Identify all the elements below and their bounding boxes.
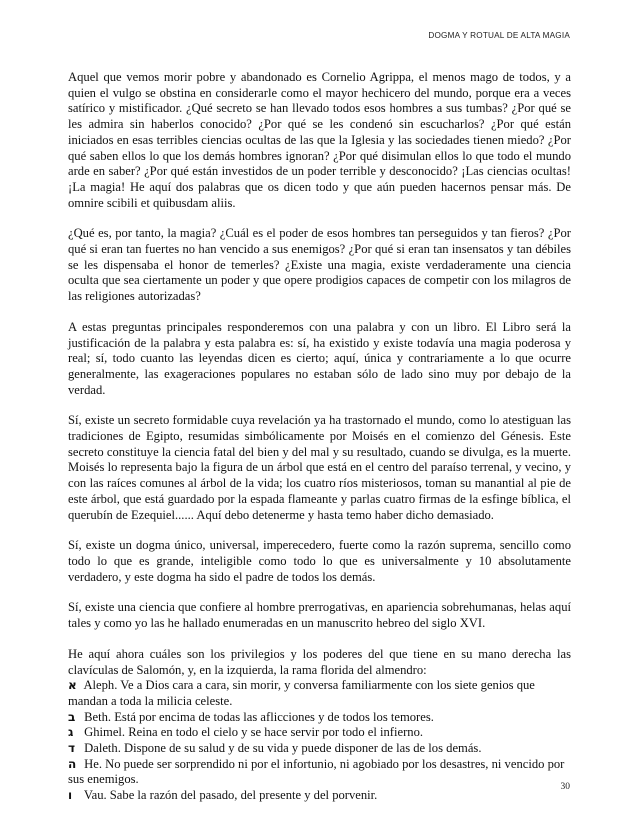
- paragraph: A estas preguntas principales responderemos con una palabra y con un libro. El Libro será la justificación de la palabra y esta palabra es: sí, ha existido y existe todavía una magia poderosa y real; sí, todo cuanto las leyendas dicen es cierto; aquí, única y contrariamente a lo que ocurre generalmente, las exageraciones populares no estaban sólo de lado sino muy por debajo de la verdad.: [68, 319, 571, 397]
- list-item-aleph: [68, 678, 571, 709]
- paragraph: ¿Qué es, por tanto, la magia? ¿Cuál es el poder de esos hombres tan perseguidos y tan fieros? ¿Por qué si eran tan fuertes no han vencido a sus enemigos? ¿Por qué si eran tan insensatos y tan débiles se les dispensaba el honor de temerles? ¿Existe una magia, existe verdaderamente una ciencia oculta que sea ciertamente un poder y que opere prodigios capaces de competir con los milagros de las religiones autorizadas?: [68, 226, 571, 304]
- list-item-daleth: [68, 741, 571, 757]
- hebrew-letter-beth: ב: [68, 709, 76, 724]
- list-item-beth: [68, 710, 571, 726]
- hebrew-letter-ghimel: ג: [68, 725, 74, 740]
- list-item-text: Aleph. Ve a Dios cara a cara, sin morir, y conversa familiarmente con los siete genios que mandan a toda la milicia celeste.: [68, 678, 535, 708]
- hebrew-letter-daleth: ד: [68, 741, 76, 756]
- list-item-vau: [68, 788, 571, 804]
- hebrew-letter-aleph: א: [68, 678, 77, 693]
- list-item-text: Daleth. Dispone de su salud y de su vida y puede disponer de las de los demás.: [81, 741, 482, 756]
- privileges-list: [68, 678, 571, 804]
- paragraph: Sí, existe un dogma único, universal, imperecedero, fuerte como la razón suprema, sencillo como todo lo que es grande, inteligible como todo lo que es universalmente y 10 absolutamente verdadero, y este dogma ha sido el padre de todos los demás.: [68, 538, 571, 584]
- list-item-he: [68, 757, 571, 788]
- paragraph: He aquí ahora cuáles son los privilegios y los poderes del que tiene en su mano derecha las clavículas de Salomón, y, en la izquierda, la rama florida del almendro:: [68, 646, 571, 677]
- hebrew-letter-vau: ו: [68, 788, 73, 803]
- list-item-ghimel: [68, 725, 571, 741]
- page-number: 30: [560, 782, 570, 792]
- document-body: [68, 70, 571, 804]
- list-item-text: He. No puede ser sorprendido ni por el infortunio, ni agobiado por los desastres, ni vencido por sus enemigos.: [68, 756, 565, 787]
- paragraph: Sí, existe un secreto formidable cuya revelación ya ha trastornado el mundo, como lo atestiguan las tradiciones de Egipto, resumidas simbólicamente por Moisés en el comienzo del Génesis. Este secreto constituye la ciencia fatal del bien y del mal y su resultado, cuando se divulga, es la muerte. Moisés lo representa bajo la figura de un árbol que está en el centro del paraíso terrenal, y vecino, y con las raíces comunes al árbol de la vida; los cuatro ríos misteriosos, toman su manantial al pie de este árbol, que está guardado por la espada flameante y parlas cuatro firmas de la esfinge bíblica, el querubín de Ezequiel...... Aquí debo detenerme y hasta temo haber dicho demasiado.: [68, 413, 571, 522]
- running-header: DOGMA Y ROTUAL DE ALTA MAGIA: [428, 31, 570, 40]
- list-item-text: Ghimel. Reina en todo el cielo y se hace servir por todo el infierno.: [81, 725, 424, 740]
- paragraph: Aquel que vemos morir pobre y abandonado es Cornelio Agrippa, el menos mago de todos, y a quien el vulgo se obstina en considerarle como el mayor hechicero del mundo, porque era a veces satírico y mistificador. ¿Qué secreto se han llevado todos esos hombres a sus tumbas? ¿Por qué se les admira sin haberlos conocido? ¿Por qué se les condenó sin escucharlos? ¿Por qué están iniciados en esas terribles ciencias ocultas de las que la Iglesia y las sociedades tienen miedo? ¿Por qué saben ellos lo que los demás hombres ignoran? ¿Por qué disimulan ellos lo que todo el mundo arde en saber? ¿Por qué están investidos de un poder terrible y desconocido? ¡Las ciencias ocultas! ¡La magia! He aquí dos palabras que os dicen todo y que aún pueden hacernos pensar más. De omnire scibili et quibusdam aliis.: [68, 70, 571, 210]
- list-item-text: Vau. Sabe la razón del pasado, del presente y del porvenir.: [81, 788, 378, 803]
- hebrew-letter-he: ה: [68, 756, 77, 771]
- paragraph: Sí, existe una ciencia que confiere al hombre prerrogativas, en apariencia sobrehumanas, helas aquí tales y como yo las he hallado enumeradas en un manuscrito hebreo del siglo XVI.: [68, 600, 571, 631]
- list-item-text: Beth. Está por encima de todas las aflicciones y de todos los temores.: [81, 709, 434, 724]
